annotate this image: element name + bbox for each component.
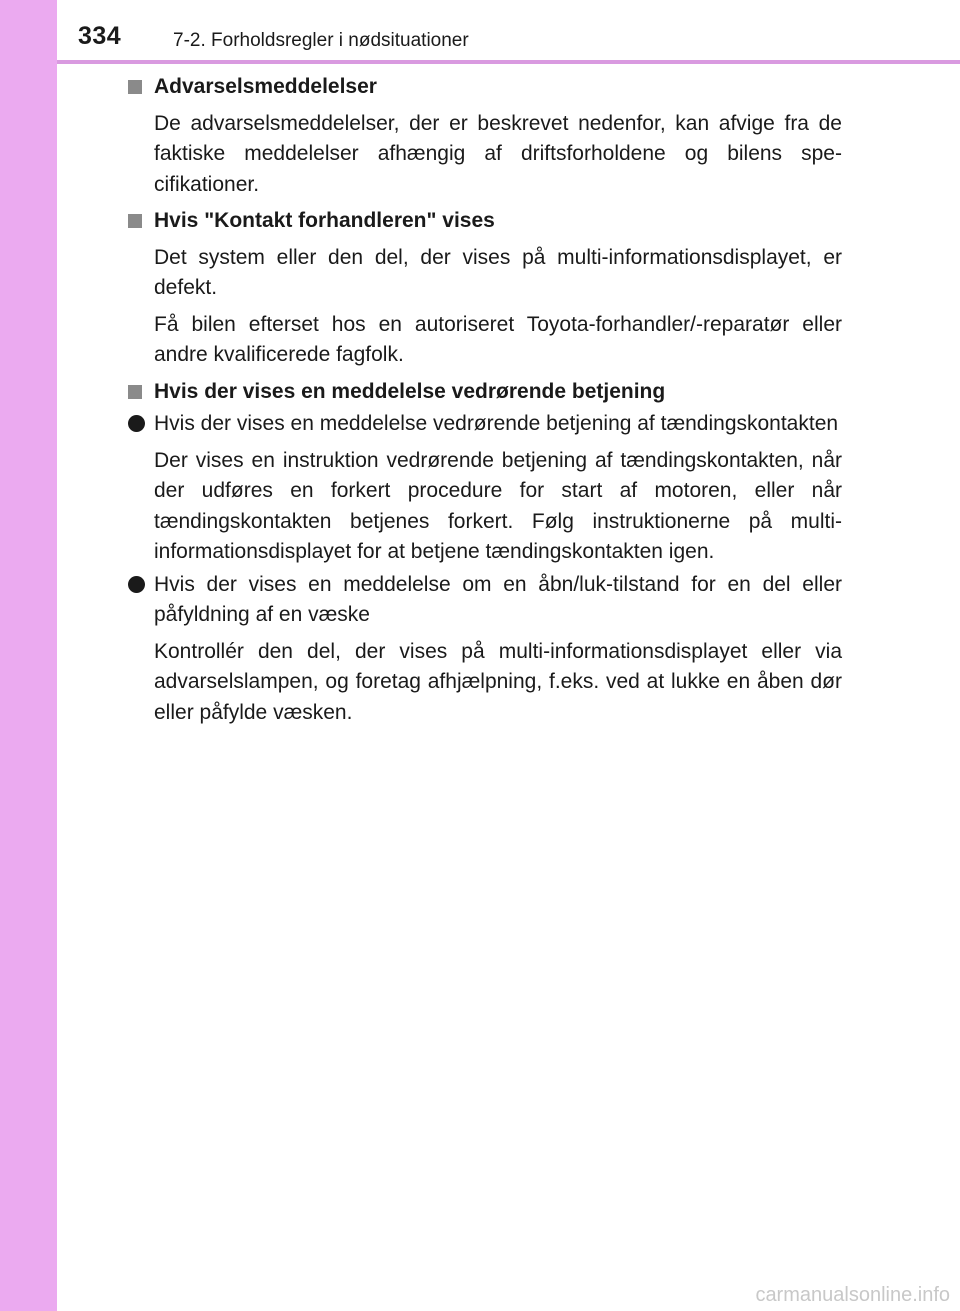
section-title: 7-2. Forholdsregler i nødsituationer <box>173 30 469 51</box>
square-bullet-icon <box>128 377 148 409</box>
paragraph-text: Kontrollér den del, der vises på multi-informationsdisplayet eller via advarselslampen, og foretag afhjælpning, f.eks. ved at lukke en åben dør eller påfylde væsken. <box>154 639 842 724</box>
section-heading <box>128 206 842 237</box>
watermark: carmanualsonline.info <box>755 1284 950 1306</box>
paragraph <box>128 637 842 729</box>
paragraph-text: Det system eller den del, der vises på multi-informationsdisplayet, er defekt. <box>154 245 842 299</box>
paragraph-text: Få bilen efterset hos en autoriseret Toyota-forhandler/-reparatør eller andre kvalificerede fagfolk. <box>154 312 842 366</box>
bullet-item <box>128 570 842 631</box>
bullet-item <box>128 409 842 440</box>
paragraph <box>128 243 842 304</box>
page-content <box>128 72 842 728</box>
heading-text: Advarselsmeddelelser <box>154 75 377 98</box>
paragraph-text: Der vises en instruktion vedrørende betjening af tændingskontakten, når der udføres en forkert procedure for start af motoren, eller når tændingskontakten betjenes forkert. Følg instruktionerne på multi-informationsdisplayet for at betjene tændingskontakten igen. <box>154 448 842 563</box>
section-heading <box>128 72 842 103</box>
section-heading <box>128 377 842 408</box>
round-bullet-icon <box>128 409 148 442</box>
page-number: 334 <box>78 22 122 50</box>
heading-text: Hvis "Kontakt forhandleren" vises <box>154 209 495 232</box>
round-bullet-icon <box>128 570 148 603</box>
heading-text: Hvis der vises en meddelelse vedrørende betjening <box>154 379 666 403</box>
side-color-band <box>0 0 57 1311</box>
paragraph <box>128 109 842 201</box>
bullet-title: Hvis der vises en meddelelse vedrørende betjening af tændingskontakten <box>154 412 839 435</box>
header-divider <box>57 60 960 64</box>
paragraph <box>128 310 842 371</box>
square-bullet-icon <box>128 72 148 104</box>
square-bullet-icon <box>128 206 148 238</box>
bullet-title: Hvis der vises en meddelelse om en åbn/luk-tilstand for en del eller påfyldning af en væske <box>154 572 842 626</box>
paragraph <box>128 446 842 568</box>
paragraph-text: De advarselsmeddelelser, der er beskrevet nedenfor, kan afvige fra de faktiske meddelelser afhængig af driftsforholdene og bilens specifikationer. <box>154 111 842 196</box>
